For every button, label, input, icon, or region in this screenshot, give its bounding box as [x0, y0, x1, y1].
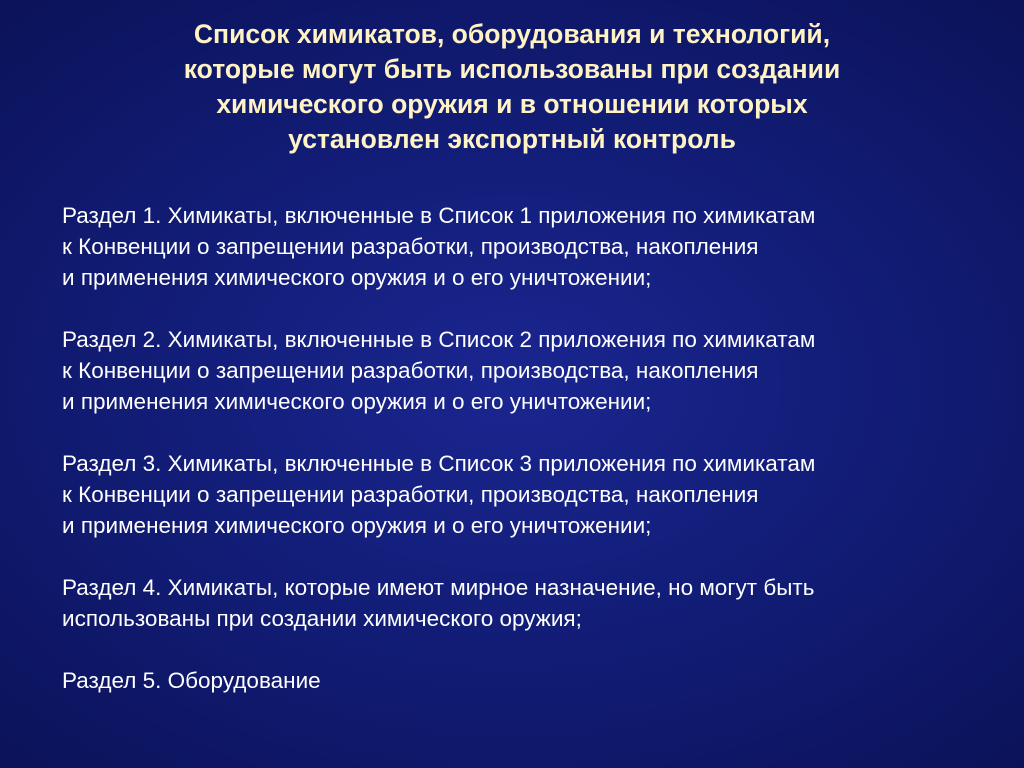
section-4 [62, 572, 962, 634]
section-line: использованы при создании химического оружия; [62, 606, 582, 631]
section-line: к Конвенции о запрещении разработки, производства, накопления [62, 358, 759, 383]
section-3 [62, 448, 962, 541]
section-line: Раздел 1. Химикаты, включенные в Список 1 приложения по химикатам [62, 203, 816, 228]
title-line: химического оружия и в отношении которых [216, 89, 808, 119]
section-1 [62, 200, 962, 293]
section-line: Раздел 5. Оборудование [62, 668, 321, 693]
title-line: Список химикатов, оборудования и технологий, [193, 19, 831, 49]
title-line: которые могут быть использованы при создании [183, 54, 841, 84]
section-5 [62, 665, 962, 696]
section-line: и применения химического оружия и о его уничтожении; [62, 265, 652, 290]
section-line: к Конвенции о запрещении разработки, производства, накопления [62, 482, 759, 507]
slide-body [62, 200, 962, 727]
section-line: и применения химического оружия и о его уничтожении; [62, 513, 652, 538]
section-line: Раздел 4. Химикаты, которые имеют мирное назначение, но могут быть [62, 575, 815, 600]
section-line: Раздел 3. Химикаты, включенные в Список 3 приложения по химикатам [62, 451, 816, 476]
slide-title [80, 17, 944, 157]
section-line: и применения химического оружия и о его уничтожении; [62, 389, 652, 414]
title-line: установлен экспортный контроль [288, 124, 736, 154]
section-line: Раздел 2. Химикаты, включенные в Список 2 приложения по химикатам [62, 327, 816, 352]
section-line: к Конвенции о запрещении разработки, производства, накопления [62, 234, 759, 259]
section-2 [62, 324, 962, 417]
